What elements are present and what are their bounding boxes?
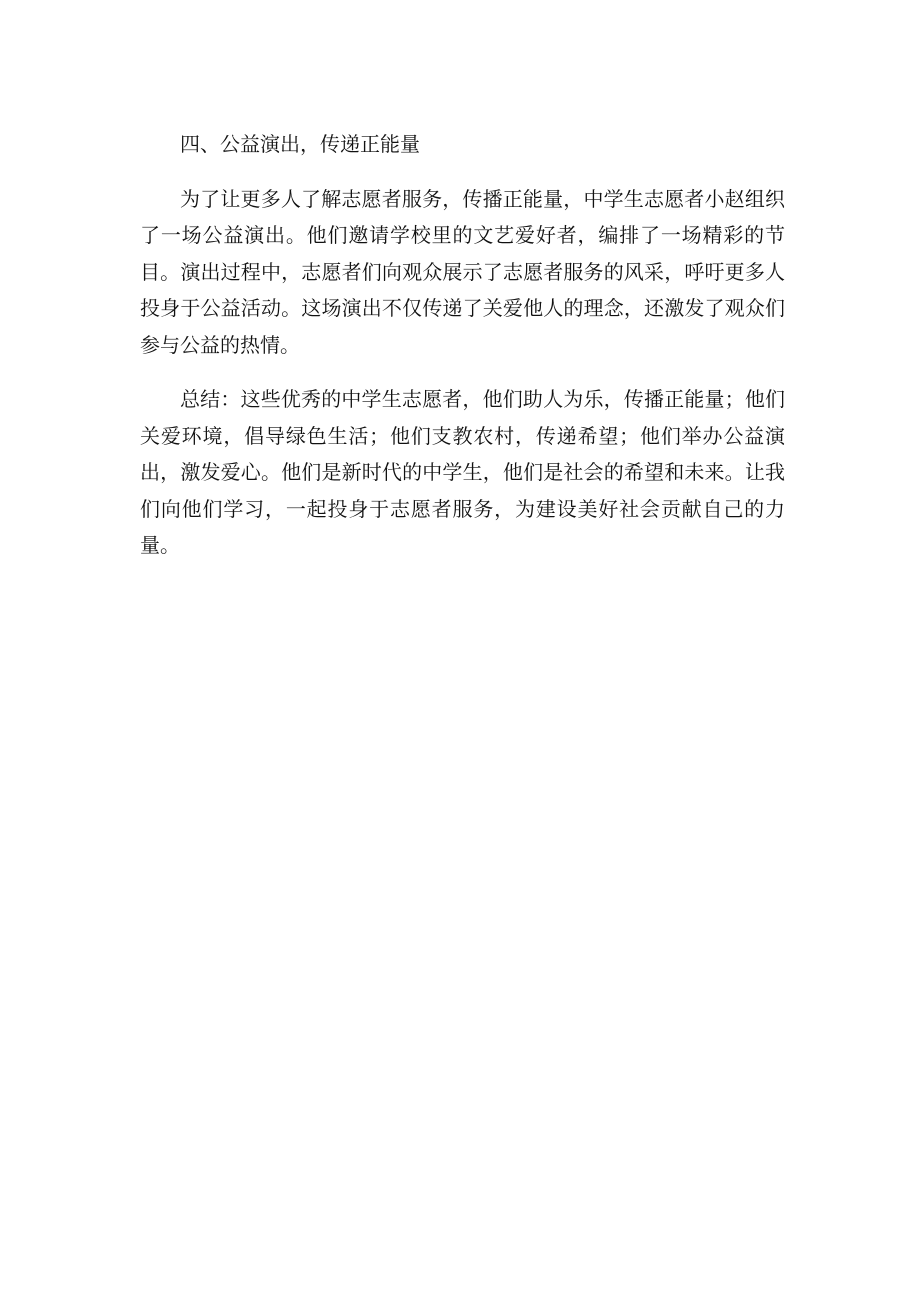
paragraph-performance: 为了让更多人了解志愿者服务，传播正能量，中学生志愿者小赵组织了一场公益演出。他们邀请学校里的文艺爱好者，编排了一场精彩的节目。演出过程中，志愿者们向观众展示了志愿者服务的风采，呼吁更多人投身于公益活动。这场演出不仅传递了关爱他人的理念，还激发了观众们参与公益的热情。	[140, 186, 785, 357]
document-body	[140, 126, 785, 582]
section-heading: 四、公益演出，传递正能量	[180, 132, 420, 156]
paragraph-summary: 总结：这些优秀的中学生志愿者，他们助人为乐，传播正能量；他们关爱环境，倡导绿色生活；他们支教农村，传递希望；他们举办公益演出，激发爱心。他们是新时代的中学生，他们是社会的希望和未来。让我们向他们学习，一起投身于志愿者服务，为建设美好社会贡献自己的力量。	[140, 387, 785, 557]
